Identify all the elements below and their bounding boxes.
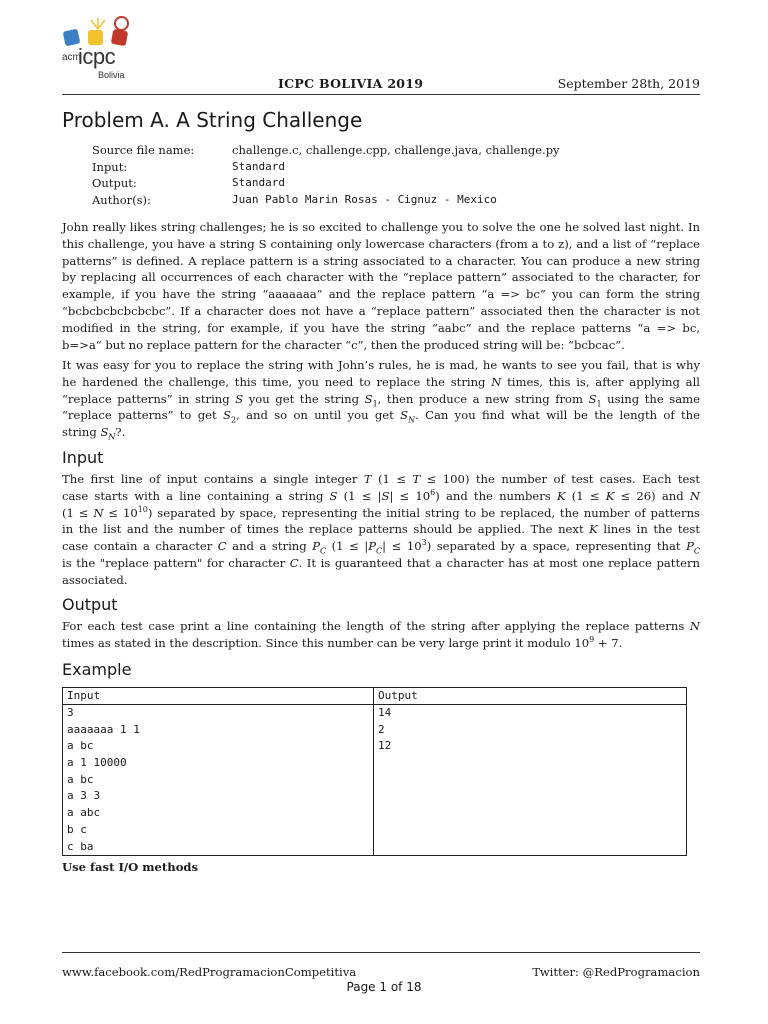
text-line: “replace patterns” in string S you get the string $S_1$, then produce a new string from $S_1$ using the same (62, 391, 700, 408)
text-line: associated. (62, 572, 128, 587)
text-line: case contain a character C and a string $P_C$ $(1 \le |P_C| \le 10^3)$ separated by a space, representing that $P_C$ (62, 538, 701, 556)
header-divider (62, 94, 700, 95)
footer-twitter-handle[interactable]: Twitter: @RedProgramacion (532, 965, 700, 979)
problem-title: Problem A. A String Challenge (62, 108, 363, 132)
logo-acm-text: acm (62, 52, 81, 63)
meta-value: Standard (232, 159, 285, 173)
meta-key: Input: (92, 159, 128, 174)
logo-figure-icon (114, 16, 129, 31)
text-line: The first line of input contains a single integer T (1 ≤ T ≤ 100) the number of test cases. Each test (62, 472, 700, 486)
text-line: modified in the string, for example, if you have the string “aabc” and the replace patterns “a => bc, (62, 320, 700, 335)
input-line: aaaaaaa 1 1 (67, 722, 140, 736)
text-line: John really likes string challenges; he is so excited to challenge you to solve the one he solved last night. In (62, 220, 700, 234)
output-line: 12 (378, 739, 392, 753)
input-line: c ba (67, 839, 94, 853)
text-line: this challenge, you have a string S containing only lowercase characters (from a to z), and a list of “replace (62, 236, 700, 251)
input-column-header: Input (63, 688, 374, 705)
meta-key: Source file name: (92, 143, 195, 157)
text-line: “bcbcbcbcbcbcbc”. If a character does not have a “replace pattern” associated then the character is not (62, 303, 700, 318)
input-line: a abc (67, 806, 101, 820)
meta-value: Standard (232, 176, 285, 189)
input-line: 3 (67, 706, 74, 719)
text-line: in the list and the number of times the replace patterns should be applied. The next K lines in the test (62, 522, 700, 537)
meta-value: Juan Pablo Marin Rosas - Cignuz - Mexico (232, 192, 497, 206)
text-line: example, if you have the string “aaaaaaa” and the replace pattern “a => bc” you can form the string (62, 287, 700, 302)
text-line: string $S_N$?. (62, 425, 126, 442)
fast-io-note: Use fast I/O methods (62, 860, 199, 874)
text-line: patterns” is defined. A replace pattern is a string associated to a character. You can produce a new string (62, 253, 700, 268)
input-line: b c (67, 822, 87, 836)
example-table (62, 687, 687, 856)
page-number: Page 1 of 18 (346, 980, 422, 994)
text-line: times as stated in the description. Since this number can be very large print it modulo $10^9 + 7$. (62, 634, 623, 650)
input-line: a 3 3 (67, 789, 101, 803)
text-line: case starts with a line containing a string S $(1 \le |S| \le 10^6)$ and the numbers K (1 ≤ K ≤ 26) and N (62, 487, 700, 503)
logo-region-text: Bolivia (98, 70, 125, 80)
statement-paragraph-2 (62, 357, 700, 441)
meta-key: Output: (92, 176, 137, 190)
text-line: he hardened the challenge, this time, you need to replace the string N times, this is, after applying all (62, 374, 700, 389)
logo-icpc-text: icpc (78, 44, 116, 69)
text-line: is the "replace pattern" for character C. It is guaranteed that a character has at most one replace pattern (62, 555, 700, 570)
meta-key: Author(s): (92, 192, 151, 207)
text-line: “replace patterns” to get $S_2$, and so on until you get $S_N$. Can you find what will be the length of the (62, 408, 701, 425)
acm-icpc-logo (62, 16, 134, 84)
input-line: a bc (67, 772, 94, 786)
footer-facebook-link[interactable]: www.facebook.com/RedProgramacionCompetitiva (62, 965, 357, 979)
logo-yellow-square (88, 30, 103, 45)
contest-name: ICPC BOLIVIA 2019 (278, 76, 424, 91)
output-column-header: Output (374, 688, 687, 705)
table-header-row (63, 688, 687, 705)
example-input-cell (63, 705, 374, 856)
output-line: 2 (378, 722, 385, 736)
output-description (62, 618, 700, 652)
output-heading: Output (62, 595, 118, 614)
text-line: For each test case print a line containing the length of the string after applying the replace patterns N (62, 619, 700, 633)
text-line: b=>a“ but no replace pattern for the character “c”, then the produced string will be: “bcbcac”. (62, 337, 625, 352)
input-heading: Input (62, 448, 104, 467)
input-description (62, 471, 700, 589)
input-line: a bc (67, 739, 94, 753)
meta-value: challenge.c, challenge.cpp, challenge.java, challenge.py (232, 143, 560, 157)
logo-rays-icon (88, 16, 108, 30)
contest-date: September 28th, 2019 (557, 76, 700, 91)
statement-paragraph-1 (62, 219, 700, 353)
footer-divider (62, 952, 700, 953)
example-heading: Example (62, 660, 132, 679)
example-output-cell (374, 705, 687, 856)
table-row (63, 705, 687, 856)
text-line: $(1 \le N \le 10^{10})$ separated by space, representing the initial string to be replaced, the number of patterns (62, 504, 700, 520)
input-line: a 1 10000 (67, 756, 127, 770)
text-line: It was easy for you to replace the string with John’s rules, he is mad, he wants to see you fail, that is why (62, 358, 700, 372)
text-line: by replacing all occurrences of each character with the “replace pattern” associated to the character, for (62, 270, 700, 285)
output-line: 14 (378, 706, 392, 719)
